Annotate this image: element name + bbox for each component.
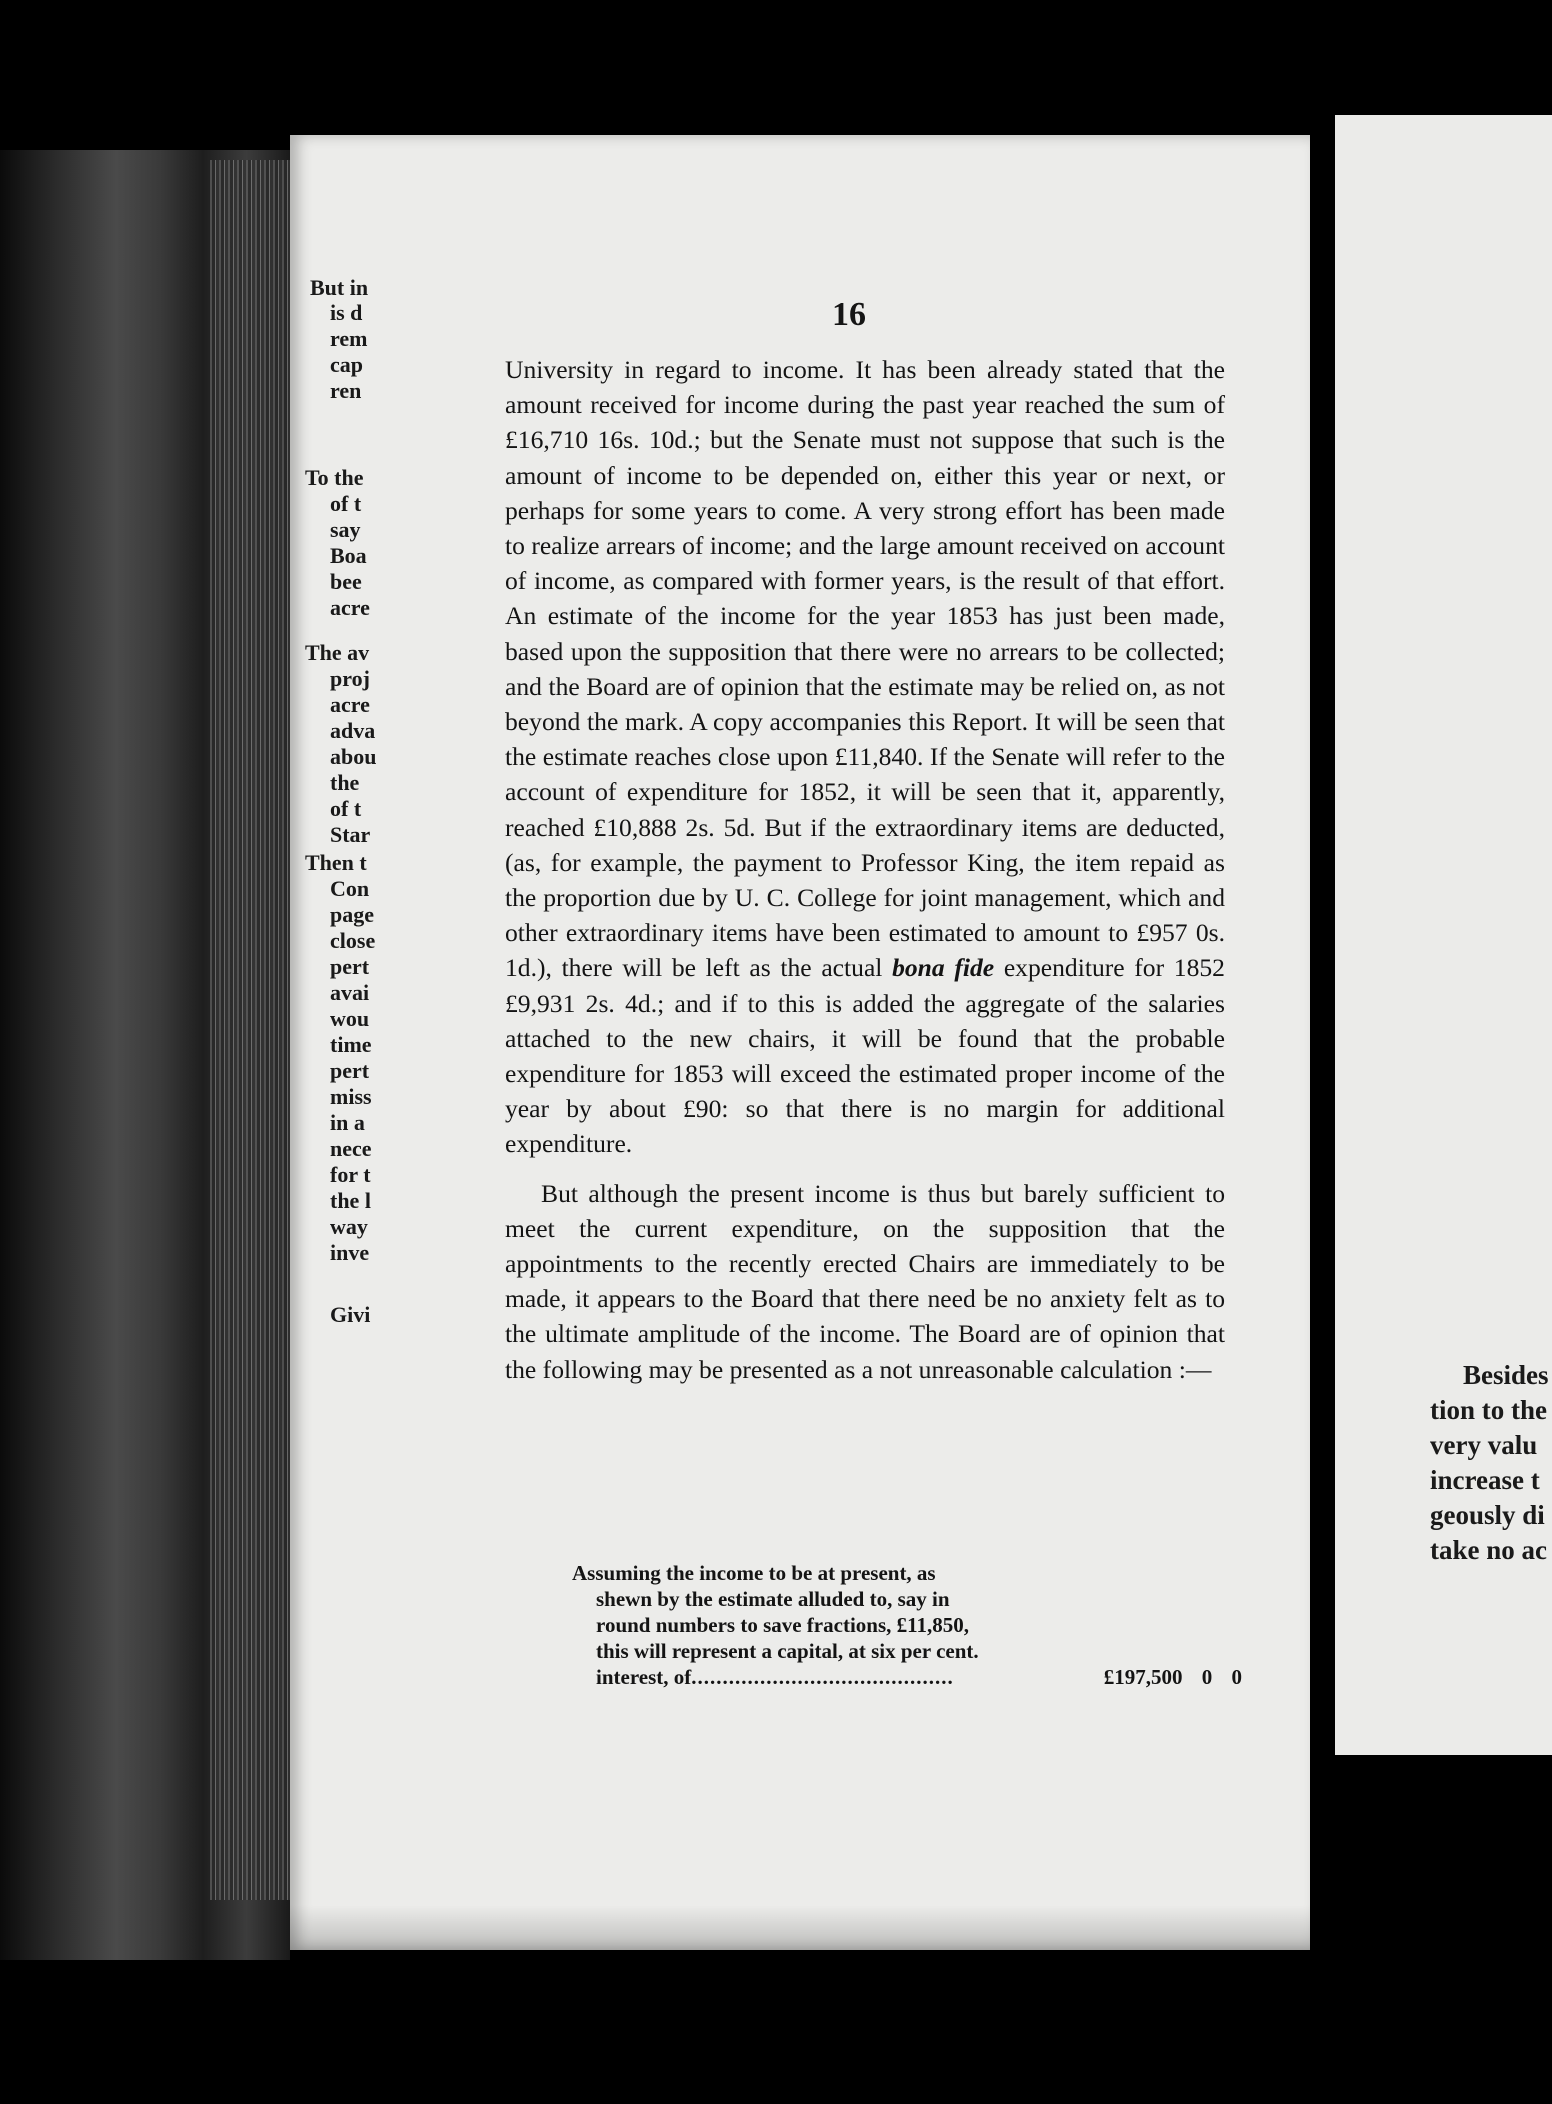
- calc-line-2: shewn by the estimate alluded to, say in: [596, 1587, 950, 1611]
- adjacent-page-line: page: [330, 902, 374, 927]
- calc-amount: [1104, 1664, 1242, 1690]
- adjacent-page-line: But in: [310, 275, 369, 300]
- adjacent-page-line: geously di: [1430, 1500, 1545, 1530]
- calc-line-3: round numbers to save fractions, £11,850,: [596, 1613, 969, 1637]
- page-edges: [210, 160, 290, 1900]
- adjacent-page-line: close: [330, 928, 376, 953]
- paragraph-1-text: University in regard to income. It has been already stated that the amount received for income during the past year reached the sum of £16,710 16s. 10d.; but the Senate must not suppose that such is the amount of income to be depended on, either this year or next, or perhaps for some years to come. A very strong effort has been made to realize arrears of income; and the large amount received on account of income, as compared with former years, is the result of that effort. An estimate of the income for the year 1853 has just been made, based upon the supposition that there were no arrears to be collected; and the Board are of opinion that the estimate may be relied on, as not beyond the mark. A copy accompanies this Report. It will be seen that the estimate reaches close upon £11,840. If the Senate will refer to the account of expenditure for 1852, it will be seen that it, apparently, reached £10,888 2s. 5d. But if the extraordinary items are deducted, (as, for example, the payment to Professor King, the item repaid as the proportion due by U. C. College for joint management, which and other extraordinary items have been estimated to amount to £957 0s. 1d.), there will be left as the actual: [505, 355, 1225, 983]
- adjacent-page-line: abou: [330, 744, 377, 769]
- adjacent-page-line: acre: [330, 692, 370, 717]
- adjacent-page-line: bee: [330, 569, 362, 594]
- adjacent-page-line: cap: [330, 352, 363, 377]
- calc-total-line: [572, 1664, 1242, 1690]
- adjacent-page-line: of t: [330, 796, 362, 821]
- adjacent-page-line: increase t: [1430, 1465, 1540, 1495]
- adjacent-page-line: in a: [330, 1110, 365, 1135]
- adjacent-page-line: avai: [330, 980, 370, 1005]
- adjacent-page-line: the l: [330, 1188, 371, 1213]
- adjacent-page-line: proj: [330, 666, 370, 691]
- adjacent-page-line: nece: [330, 1136, 372, 1161]
- adjacent-page-line: inve: [330, 1240, 370, 1265]
- calc-line-4: this will represent a capital, at six per cent.: [596, 1639, 979, 1663]
- adjacent-page-line: for t: [330, 1162, 371, 1187]
- adjacent-page-line: wou: [330, 1006, 370, 1031]
- italic-phrase: bona fide: [892, 953, 995, 983]
- adjacent-page-line: say: [330, 517, 361, 542]
- adjacent-page-line: pert: [330, 1058, 370, 1083]
- adjacent-page-line: Besides: [1463, 1360, 1549, 1390]
- calculation-block: [572, 1560, 1242, 1690]
- paragraph-1: [505, 352, 1225, 1162]
- adjacent-page-line: the: [330, 770, 360, 795]
- adjacent-page-line: way: [330, 1214, 368, 1239]
- adjacent-page-line: of t: [330, 491, 362, 516]
- paragraph-2: But although the present income is thus but barely sufficient to meet the current expenditure, on the supposition that the appointments to the recently erected Chairs are immediately to be made, it appears to the Board that there need be no anxiety felt as to the ultimate amplitude of the income. The Board are of opinion that the following may be presented as a not unreasonable calculation :—: [505, 1178, 1225, 1384]
- calc-shillings: 0: [1201, 1665, 1213, 1689]
- adjacent-page-line: take no ac: [1430, 1535, 1547, 1565]
- adjacent-page-line: To the: [305, 465, 364, 490]
- leader-dots: ..........................................: [691, 1665, 954, 1689]
- calc-pounds: £197,500: [1103, 1665, 1183, 1689]
- adjacent-page-line: time: [330, 1032, 372, 1057]
- adjacent-page-line: Star: [330, 822, 371, 847]
- paragraph-1-continued: expenditure for 1852 £9,931 2s. 4d.; and if to this is added the aggregate of the salaries attached to the new chairs, it will be found that the probable expenditure for 1853 will exceed the estimated proper income of the year by about £90: so that there is no margin for additional expenditure.: [505, 953, 1225, 1159]
- calc-pence: 0: [1231, 1665, 1242, 1689]
- calc-line-1: Assuming the income to be at present, as: [572, 1561, 936, 1585]
- adjacent-page-line: adva: [330, 718, 376, 743]
- adjacent-page-line: The av: [305, 640, 370, 665]
- page-number: 16: [832, 296, 866, 333]
- adjacent-page-line: acre: [330, 595, 370, 620]
- adjacent-page-line: pert: [330, 954, 370, 979]
- adjacent-page-line: miss: [330, 1084, 372, 1109]
- adjacent-page-line: is d: [330, 300, 363, 325]
- adjacent-page-line: Con: [330, 876, 370, 901]
- calc-total-label: interest, of: [596, 1665, 692, 1689]
- adjacent-page-line: Then t: [305, 850, 367, 875]
- adjacent-page-line: rem: [330, 326, 368, 351]
- adjacent-page-line: Boa: [330, 543, 367, 568]
- body-text: [505, 352, 1225, 1387]
- adjacent-page-line: ren: [330, 378, 362, 403]
- adjacent-page-line: very valu: [1430, 1430, 1538, 1460]
- page-shadow: [290, 1905, 1310, 1960]
- adjacent-page-line: tion to the: [1430, 1395, 1547, 1425]
- adjacent-page-line: Givi: [330, 1302, 371, 1327]
